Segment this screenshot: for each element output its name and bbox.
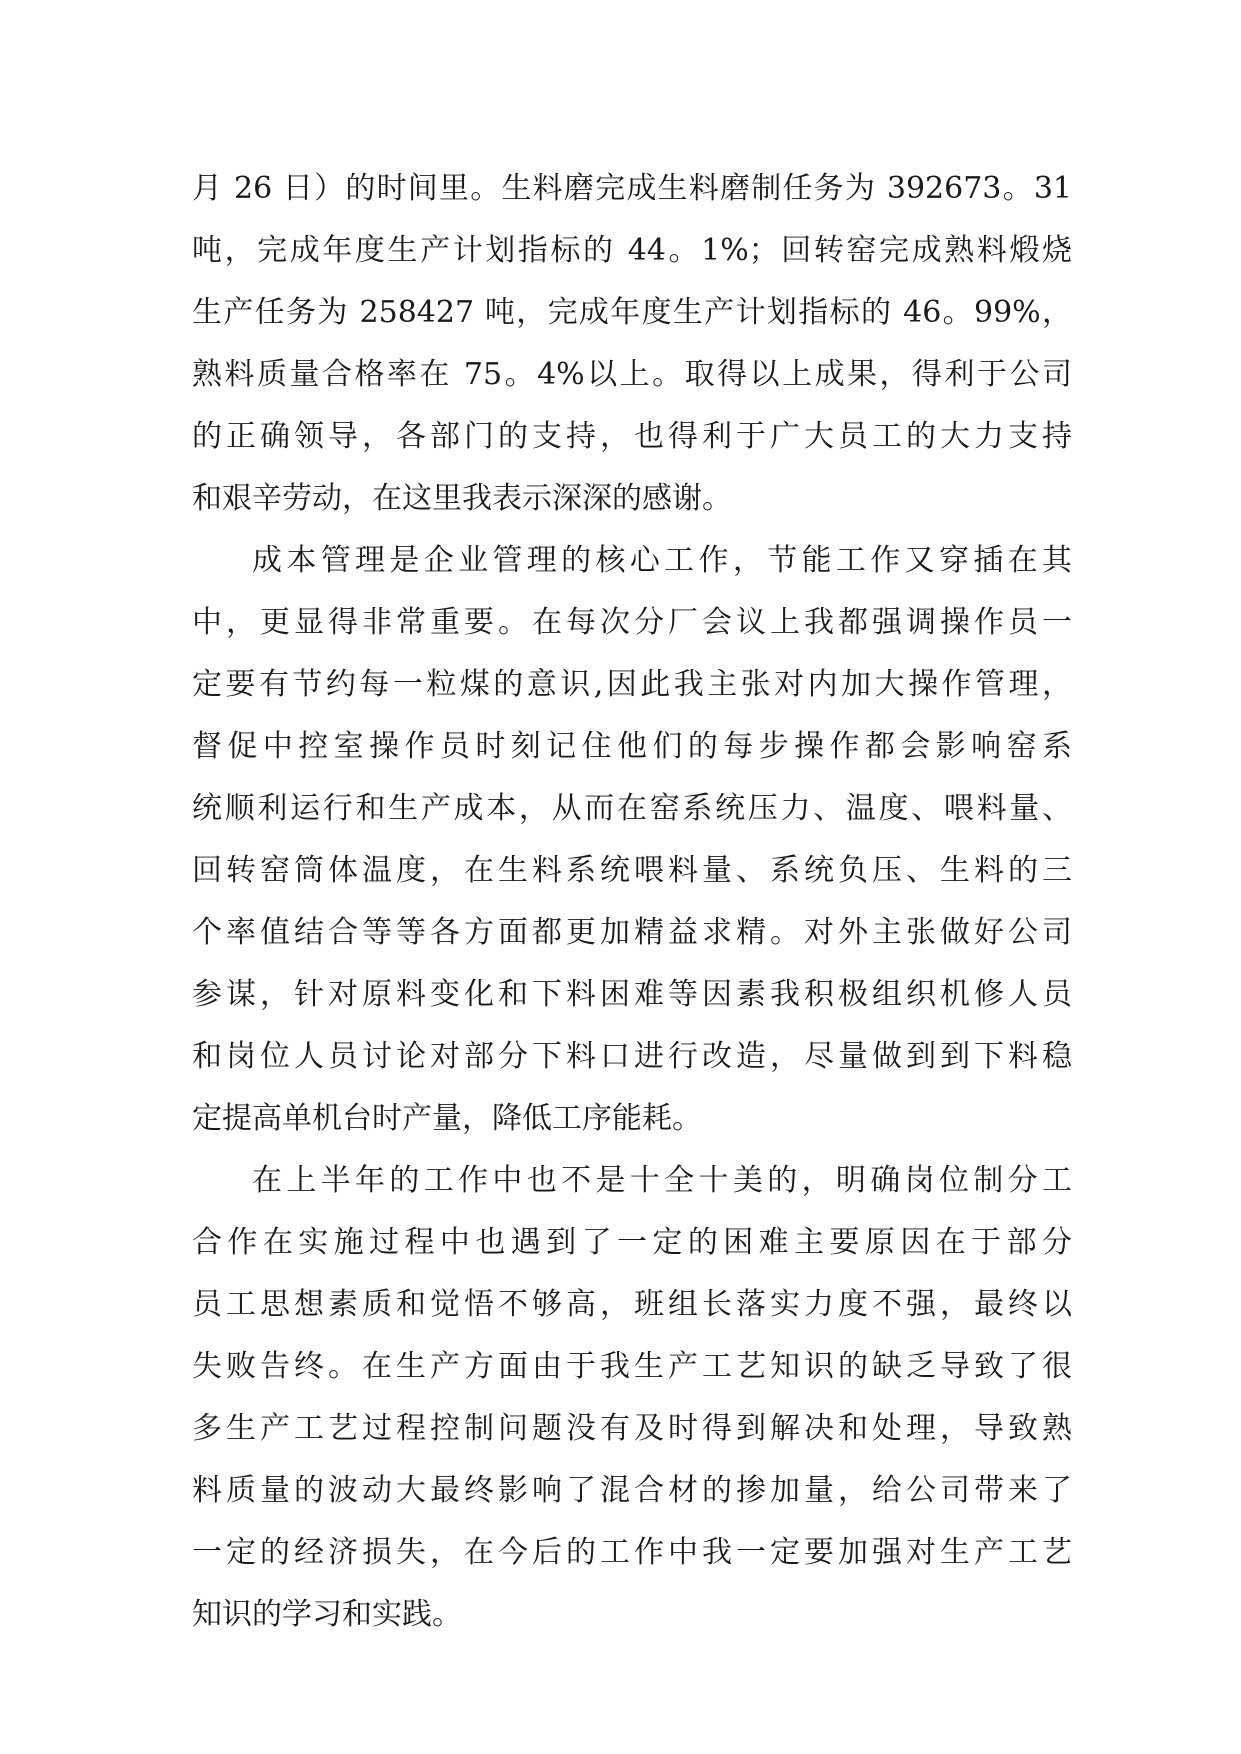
document-body: [192, 158, 1072, 1646]
paragraph-3: [192, 1150, 1072, 1646]
text-line: 定要有节约每一粒煤的意识,因此我主张对内加大操作管理，: [192, 667, 1072, 702]
text-line: 的正确领导，各部门的支持，也得利于广大员工的大力支持: [192, 419, 1072, 454]
text-line: 中，更显得非常重要。在每次分厂会议上我都强调操作员一: [192, 605, 1072, 640]
text-line: 统顺利运行和生产成本，从而在窑系统压力、温度、喂料量、: [192, 791, 1072, 826]
text-line: 参谋，针对原料变化和下料困难等因素我积极组织机修人员: [192, 977, 1072, 1012]
text-line: 和艰辛劳动，在这里我表示深深的感谢。: [192, 481, 732, 516]
text-line: 定提高单机台时产量，降低工序能耗。: [192, 1101, 702, 1136]
text-line: 成本管理是企业管理的核心工作，节能工作又穿插在其: [252, 543, 1072, 578]
text-line: 在上半年的工作中也不是十全十美的，明确岗位制分工: [252, 1163, 1072, 1198]
text-line: 料质量的波动大最终影响了混合材的掺加量，给公司带来了: [192, 1473, 1072, 1508]
text-line: 失败告终。在生产方面由于我生产工艺知识的缺乏导致了很: [192, 1349, 1072, 1384]
text-line: 督促中控室操作员时刻记住他们的每步操作都会影响窑系: [192, 729, 1072, 764]
text-line: 员工思想素质和觉悟不够高，班组长落实力度不强，最终以: [192, 1287, 1072, 1322]
text-line: 个率值结合等等各方面都更加精益求精。对外主张做好公司: [192, 915, 1072, 950]
text-line: 生产任务为 258427 吨，完成年度生产计划指标的 46。99%，: [192, 295, 1072, 330]
text-line: 和岗位人员讨论对部分下料口进行改造，尽量做到到下料稳: [192, 1039, 1072, 1074]
text-line: 熟料质量合格率在 75。4%以上。取得以上成果，得利于公司: [192, 357, 1072, 392]
paragraph-2: [192, 530, 1072, 1150]
text-line: 回转窑筒体温度，在生料系统喂料量、系统负压、生料的三: [192, 853, 1072, 888]
paragraph-1: [192, 158, 1072, 530]
text-line: 知识的学习和实践。: [192, 1597, 462, 1632]
text-line: 吨，完成年度生产计划指标的 44。1%；回转窑完成熟料煅烧: [192, 233, 1072, 268]
text-line: 一定的经济损失，在今后的工作中我一定要加强对生产工艺: [192, 1535, 1072, 1570]
text-line: 月 26 日）的时间里。生料磨完成生料磨制任务为 392673。31: [192, 171, 1072, 206]
text-line: 合作在实施过程中也遇到了一定的困难主要原因在于部分: [192, 1225, 1072, 1260]
text-line: 多生产工艺过程控制问题没有及时得到解决和处理，导致熟: [192, 1411, 1072, 1446]
